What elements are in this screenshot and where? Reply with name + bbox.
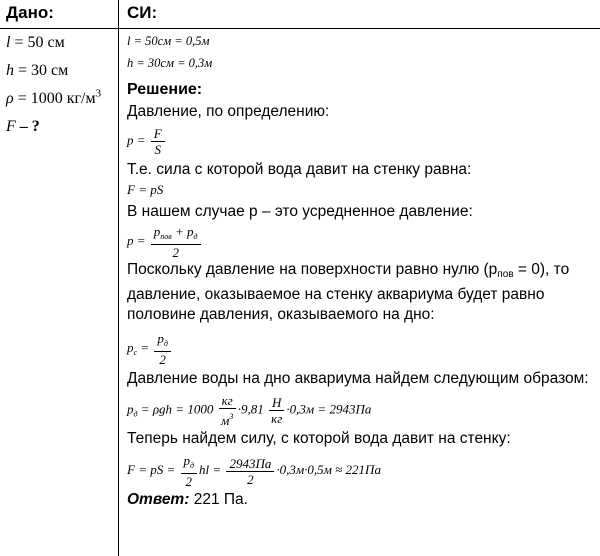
given-height: h = 30 см bbox=[6, 62, 69, 79]
text-half-bottom: половине давления, оказываемого на дно: bbox=[127, 306, 435, 323]
solution-column bbox=[127, 2, 597, 509]
formula-pressure-definition: p = $\frac{F}{S}$ bbox=[127, 126, 597, 160]
si-length: l = 50см = 0,5м bbox=[127, 34, 210, 48]
text-definition: Давление, по определению: bbox=[127, 103, 330, 120]
column-divider bbox=[118, 0, 119, 556]
formula-average-pressure: p = $\frac{p_{пов} + p_д}{2}$ bbox=[127, 224, 597, 260]
formula-wall-pressure: $p_с$ = $\frac{p_д}{2}$ bbox=[127, 331, 597, 369]
text-force: Т.е. сила с которой вода давит на стенку равна: bbox=[127, 161, 472, 178]
text-find-force: Теперь найдем силу, с которой вода давит на стенку: bbox=[127, 430, 511, 447]
given-density: ρ = 1000 $кг/м^3$ bbox=[6, 87, 102, 107]
given-length: l = 50 см bbox=[6, 34, 65, 51]
given-column bbox=[6, 2, 116, 138]
formula-final-force: F = pS = $\frac{p_д}{2}$ hl = $\frac{2943Па}{2}$ ·0,3м·0,5м ≈ 221Па bbox=[127, 453, 381, 489]
given-unknown: F – ? bbox=[6, 118, 40, 135]
si-height: h = 30см = 0,3м bbox=[127, 56, 213, 70]
text-average: В нашем случае p – это усредненное давление: bbox=[127, 203, 473, 220]
formula-bottom-pressure: $p_д = \rho gh = 1000$ $\frac{кг}{м^3}$ ·9,81 $\frac{Н}{кг}$ ·0,3м = 2943Па bbox=[127, 393, 372, 428]
text-bottom-pressure: Давление воды на дно аквариума найдем следующим образом: bbox=[127, 370, 589, 387]
given-header: Дано: bbox=[6, 3, 54, 22]
text-surface-zero: Поскольку давление на поверхности равно нулю $(p_{пов} = 0)$, то bbox=[127, 261, 570, 280]
solution-title: Решение: bbox=[127, 81, 203, 98]
si-header: СИ: bbox=[127, 3, 158, 22]
text-wall-pressure: давление, оказываемое на стенку аквариума будет равно bbox=[127, 286, 545, 303]
answer: Ответ: 221 Па. bbox=[127, 491, 248, 508]
formula-force: F = pS bbox=[127, 182, 164, 197]
